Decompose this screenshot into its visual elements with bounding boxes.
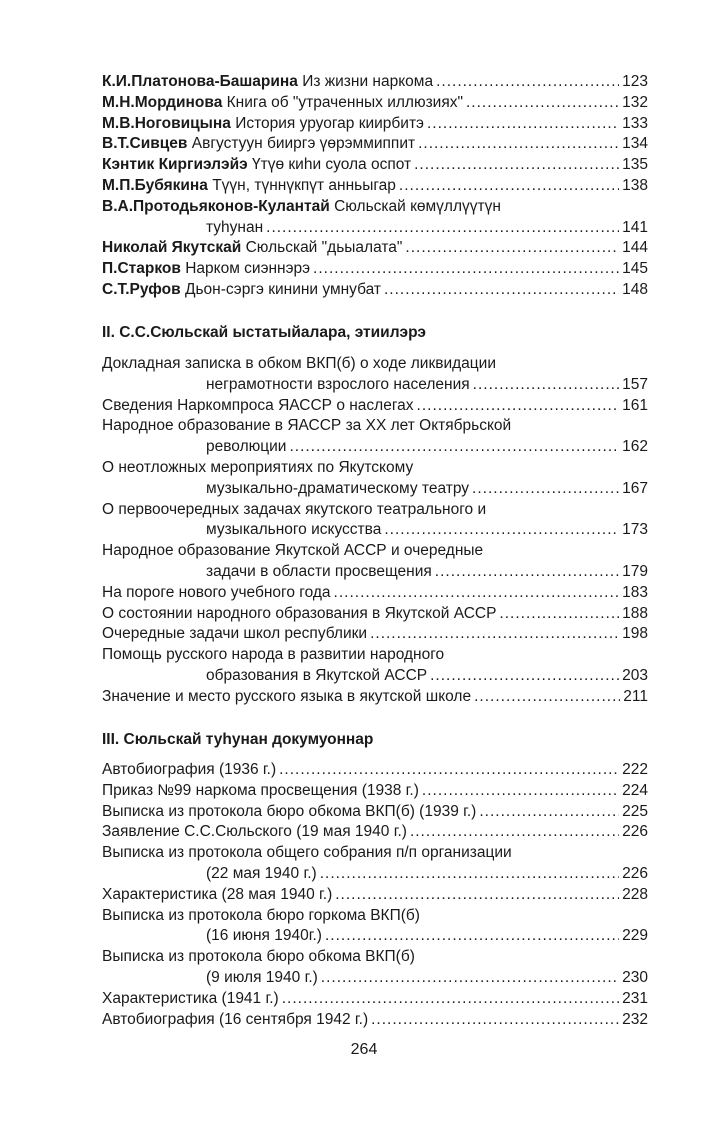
- entry-page-number: 225: [622, 802, 648, 820]
- entry-title-continued: (9 июля 1940 г.): [206, 968, 318, 986]
- entry-text: [102, 687, 471, 708]
- dot-leader: [417, 396, 620, 417]
- toc-entry: [102, 176, 648, 197]
- dot-leader: [430, 666, 619, 687]
- entry-text: [206, 926, 322, 947]
- dot-leader: [410, 822, 619, 843]
- entry-author: Николай Якутскай: [102, 239, 242, 257]
- toc-entry: [102, 354, 648, 375]
- entry-text: [102, 583, 331, 604]
- toc-entry-continuation: [102, 968, 648, 989]
- entry-title: Очередные задачи школ республики: [102, 625, 368, 643]
- toc-entry: [102, 93, 648, 114]
- toc-entry: [102, 280, 648, 301]
- entry-author: М.П.Бубякина: [102, 176, 208, 194]
- toc-entry: [102, 72, 648, 93]
- entry-page-number: 132: [622, 93, 648, 111]
- toc-entry: [102, 947, 648, 968]
- entry-text: [102, 72, 433, 93]
- toc-entry: [102, 155, 648, 176]
- entry-page-number: 161: [622, 396, 648, 414]
- dot-leader: [499, 604, 619, 625]
- dot-leader: [320, 864, 619, 885]
- entry-title: Дьон-сэргэ кинини умнубат: [184, 280, 381, 298]
- dot-leader: [279, 760, 619, 781]
- toc-entry: [102, 500, 648, 521]
- toc-entry: [102, 396, 648, 417]
- entry-text: [206, 218, 263, 239]
- entry-title-continued: музыкального искусства: [206, 521, 382, 539]
- toc-entry: [102, 822, 648, 843]
- dot-leader: [335, 885, 619, 906]
- entry-text: [206, 437, 286, 458]
- entry-text: [102, 624, 367, 645]
- entry-title-continued: (22 мая 1940 г.): [206, 864, 317, 882]
- dot-leader: [266, 218, 619, 239]
- entry-title-continued: неграмотности взрослого населения: [206, 375, 470, 393]
- entry-title: Сведения Наркомпроса ЯАССР о наслегах: [102, 396, 414, 414]
- dot-leader: [384, 280, 619, 301]
- entry-page-number: 173: [622, 521, 648, 539]
- page-number: 264: [350, 1041, 378, 1058]
- entry-page-number: 228: [622, 885, 648, 903]
- entry-title: Выписка из протокола бюро обкома ВКП(б): [102, 948, 415, 966]
- dot-leader: [473, 375, 619, 396]
- toc-entry: [102, 1010, 648, 1031]
- entry-title: Автобиография (16 сентября 1942 г.): [102, 1010, 369, 1028]
- dot-leader: [427, 114, 619, 135]
- entry-title: Народное образование в ЯАССР за XX лет Октябрьской: [102, 417, 512, 435]
- entry-text: [102, 114, 424, 135]
- entry-title: О первоочередных задачах якутского театрального и: [102, 500, 487, 518]
- dot-leader: [370, 624, 619, 645]
- entry-text: [102, 280, 381, 301]
- entry-page-number: 203: [622, 666, 648, 684]
- dot-leader: [479, 802, 619, 823]
- entry-text: [206, 864, 317, 885]
- entry-page-number: 145: [622, 260, 648, 278]
- entry-page-number: 226: [622, 823, 648, 841]
- toc-entry: [102, 458, 648, 479]
- entry-title: Сюльскай "дьыалата": [245, 239, 403, 257]
- entry-title: Сюльскай көмүллүүтүн: [334, 197, 501, 215]
- entry-title: О неотложных мероприятиях по Якутскому: [102, 458, 414, 476]
- toc-entry: [102, 238, 648, 259]
- entry-page-number: 141: [622, 218, 648, 236]
- toc-entry: [102, 583, 648, 604]
- toc-entry: [102, 259, 648, 280]
- entry-title: Выписка из протокола бюро обкома ВКП(б) (1939 г.): [102, 802, 477, 820]
- entry-page-number: 157: [622, 375, 648, 393]
- entry-title: На пороге нового учебного года: [102, 583, 331, 601]
- dot-leader: [436, 72, 619, 93]
- entry-text: [102, 822, 407, 843]
- toc-entry: [102, 197, 648, 218]
- entry-title-continued: (16 июня 1940г.): [206, 927, 322, 945]
- toc-entry: [102, 843, 648, 864]
- dot-leader: [474, 687, 620, 708]
- toc-entry: [102, 134, 648, 155]
- entry-title-continued: образования в Якутской АССР: [206, 666, 428, 684]
- toc-entry-continuation: [102, 926, 648, 947]
- toc-entry-continuation: [102, 479, 648, 500]
- entry-page-number: 231: [622, 989, 648, 1007]
- entry-text: [102, 781, 419, 802]
- entry-author: В.Т.Сивцев: [102, 135, 188, 153]
- entry-title: Заявление С.С.Сюльского (19 мая 1940 г.): [102, 823, 407, 841]
- dot-leader: [472, 479, 619, 500]
- entry-page-number: 226: [622, 864, 648, 882]
- toc-entry: [102, 624, 648, 645]
- dot-leader: [405, 238, 619, 259]
- toc-entry: [102, 906, 648, 927]
- dot-leader: [422, 781, 619, 802]
- entry-text: [206, 520, 381, 541]
- entry-title: Характеристика (28 мая 1940 г.): [102, 885, 333, 903]
- entry-text: [102, 760, 276, 781]
- entry-title-continued: революции: [206, 438, 287, 456]
- entry-text: [206, 562, 432, 583]
- entry-text: [102, 238, 402, 259]
- entry-text: [102, 1010, 368, 1031]
- toc-entry: [102, 114, 648, 135]
- toc-entry-continuation: [102, 562, 648, 583]
- toc-part-1: [102, 72, 648, 301]
- entry-author: П.Старков: [102, 260, 181, 278]
- entry-page-number: 138: [622, 176, 648, 194]
- toc-entry: [102, 541, 648, 562]
- toc-part-3: [102, 760, 648, 1030]
- dot-leader: [334, 583, 620, 604]
- entry-text: [102, 176, 396, 197]
- entry-author: М.Н.Мординова: [102, 93, 223, 111]
- entry-page-number: 198: [622, 625, 648, 643]
- dot-leader: [466, 93, 619, 114]
- entry-title-continued: туһунан: [206, 218, 264, 236]
- section-2-heading: II. С.С.Сюльскай ыстатыйалара, этиилэрэ: [102, 324, 426, 341]
- entry-page-number: 148: [622, 280, 648, 298]
- entry-title: Үтүө киһи суола оспот: [252, 156, 412, 174]
- entry-page-number: 123: [622, 73, 648, 90]
- entry-text: [102, 396, 414, 417]
- dot-leader: [371, 1010, 619, 1031]
- entry-title: Выписка из протокола общего собрания п/п организации: [102, 844, 512, 862]
- entry-page-number: 167: [622, 479, 648, 497]
- entry-title: Характеристика (1941 г.): [102, 989, 279, 1007]
- toc-entry: [102, 781, 648, 802]
- entry-text: [102, 259, 310, 280]
- dot-leader: [399, 176, 619, 197]
- dot-leader: [325, 926, 619, 947]
- entry-title: Народное образование Якутской АССР и очередные: [102, 542, 484, 560]
- toc-entry: [102, 989, 648, 1010]
- entry-author: С.Т.Руфов: [102, 280, 181, 298]
- dot-leader: [418, 134, 619, 155]
- entry-page-number: 222: [622, 761, 648, 778]
- entry-page-number: 211: [623, 687, 648, 705]
- entry-page-number: 135: [622, 156, 648, 174]
- entry-title: Помощь русского народа в развитии народного: [102, 646, 445, 664]
- toc-entry: [102, 760, 648, 781]
- entry-page-number: 144: [622, 239, 648, 257]
- entry-author: М.В.Ноговицына: [102, 114, 231, 132]
- entry-title: Докладная записка в обком ВКП(б) о ходе ликвидации: [102, 355, 496, 372]
- entry-title: Выписка из протокола бюро горкома ВКП(б): [102, 906, 420, 924]
- toc-entry-continuation: [102, 375, 648, 396]
- dot-leader: [289, 437, 619, 458]
- entry-title: Түүн, түннүкпүт анньыгар: [212, 176, 396, 194]
- section-3-heading: III. Сюльскай туһунан докумуоннар: [102, 731, 374, 748]
- toc-entry-continuation: [102, 864, 648, 885]
- entry-author: К.И.Платонова-Башарина: [102, 73, 298, 90]
- toc-entry: [102, 687, 648, 708]
- entry-text: [206, 968, 318, 989]
- entry-text: [102, 93, 463, 114]
- entry-author: В.А.Протодьяконов-Кулантай: [102, 197, 330, 215]
- entry-title-continued: задачи в области просвещения: [206, 562, 432, 580]
- entry-page-number: 133: [622, 114, 648, 132]
- entry-title: История уруогар киирбитэ: [235, 114, 424, 132]
- entry-text: [102, 802, 476, 823]
- entry-page-number: 230: [622, 968, 648, 986]
- entry-title: О состоянии народного образования в Якутской АССР: [102, 604, 497, 622]
- toc-entry-continuation: [102, 520, 648, 541]
- toc-entry: [102, 604, 648, 625]
- dot-leader: [435, 562, 619, 583]
- toc-entry-continuation: [102, 218, 648, 239]
- entry-title: Приказ №99 наркома просвещения (1938 г.): [102, 781, 419, 799]
- entry-page-number: 134: [622, 135, 648, 153]
- entry-title-continued: музыкально-драматическому театру: [206, 479, 470, 497]
- entry-title: Значение и место русского языка в якутской школе: [102, 687, 472, 705]
- toc-entry: [102, 885, 648, 906]
- entry-page-number: 224: [622, 781, 648, 799]
- entry-title: Автобиография (1936 г.): [102, 761, 277, 778]
- entry-title: Августуун бииргэ үөрэммиппит: [191, 135, 416, 153]
- entry-title: Нарком сиэннэрэ: [185, 260, 311, 278]
- entry-text: [102, 604, 496, 625]
- entry-page-number: 229: [622, 927, 648, 945]
- entry-page-number: 179: [622, 562, 648, 580]
- toc-part-2: [102, 354, 648, 708]
- dot-leader: [384, 520, 619, 541]
- entry-title: Из жизни наркома: [302, 73, 434, 90]
- entry-page-number: 232: [622, 1010, 648, 1028]
- dot-leader: [282, 989, 619, 1010]
- entry-page-number: 188: [622, 604, 648, 622]
- toc-entry-continuation: [102, 666, 648, 687]
- entry-page-number: 162: [622, 438, 648, 456]
- dot-leader: [414, 155, 619, 176]
- entry-text: [102, 885, 332, 906]
- toc-entry: [102, 802, 648, 823]
- entry-page-number: 183: [622, 583, 648, 601]
- entry-text: [206, 375, 470, 396]
- entry-text: [102, 989, 279, 1010]
- toc-entry-continuation: [102, 437, 648, 458]
- dot-leader: [321, 968, 619, 989]
- entry-text: [206, 479, 469, 500]
- entry-text: [206, 666, 427, 687]
- toc-entry: [102, 645, 648, 666]
- entry-text: [102, 134, 415, 155]
- entry-author: Кэнтик Киргиэлэйэ: [102, 156, 248, 174]
- entry-text: [102, 155, 411, 176]
- entry-title: Книга об "утраченных иллюзиях": [226, 93, 463, 111]
- toc-entry: [102, 416, 648, 437]
- dot-leader: [313, 259, 619, 280]
